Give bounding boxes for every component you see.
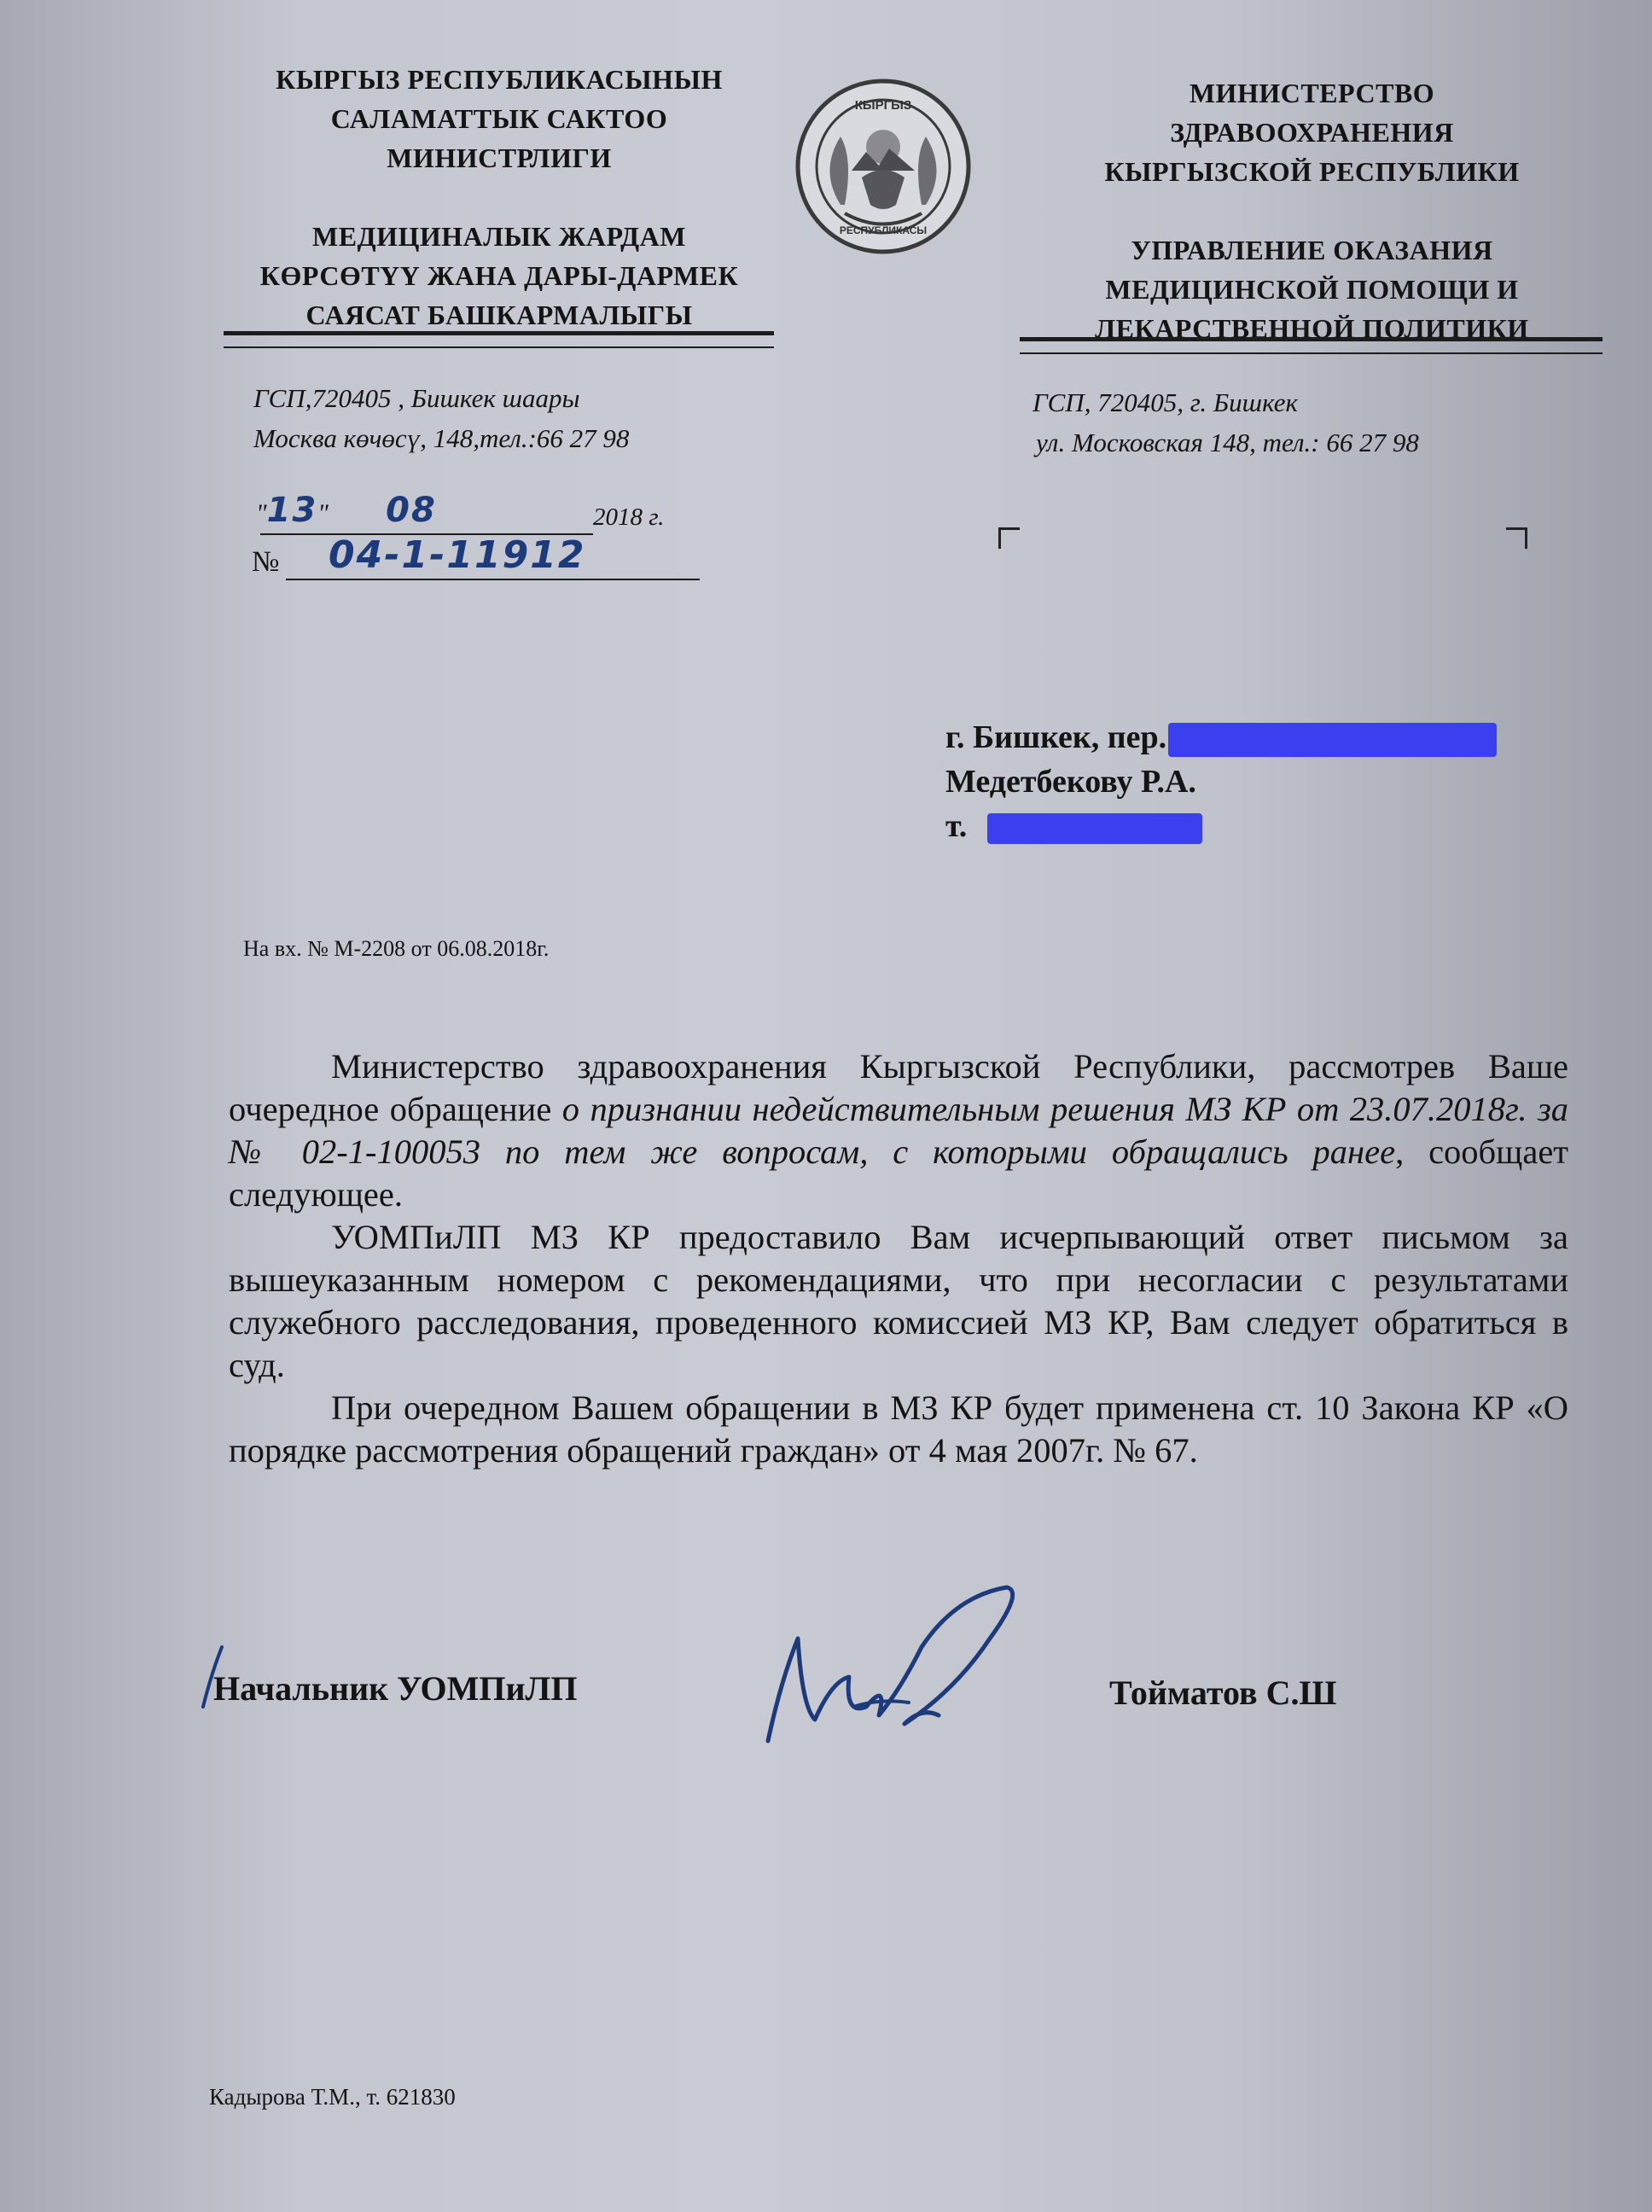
address-left-line: ГСП,720405 , Бишкек шаары — [253, 383, 580, 413]
emblem-top-text: КЫРГЫЗ — [854, 98, 912, 113]
header-right-line: ЗДРАВООХРАНЕНИЯ — [1170, 117, 1454, 148]
header-left-line: КӨРСӨТҮҮ ЖАНА ДАРЫ-ДАРМЕК — [259, 260, 739, 291]
header-left-rule — [224, 331, 774, 348]
recipient-phone-label: т. — [945, 808, 968, 844]
recipient-name: Медетбекову Р.А. — [945, 764, 1196, 800]
state-emblem-icon — [794, 77, 973, 256]
header-left — [218, 60, 781, 335]
paragraph-2: УОМПиЛП МЗ КР предоставило Вам исчерпывающий ответ письмом за вышеуказанным номером с рекомендациями, что при несогласии с результатами служебного расследования, проведенного комиссией МЗ КР, Вам следует обратиться в суд. — [229, 1218, 1568, 1384]
header-right-line: ЛЕКАРСТВЕННОЙ ПОЛИТИКИ — [1095, 313, 1529, 344]
paragraph-1-end: , сообщает следующее. — [229, 1132, 1568, 1214]
signatory-title: Начальник УОМПиЛП — [213, 1669, 578, 1708]
header-left-line: САЛАМАТТЫК САКТОО — [330, 103, 668, 134]
address-left-line: Москва көчөсү, 148,тел.:66 27 98 — [253, 423, 630, 453]
header-left-line: МЕДИЦИНАЛЫК ЖАРДАМ — [312, 221, 686, 252]
address-right-line: ГСП, 720405, г. Бишкек — [1032, 387, 1299, 417]
header-right-line: МЕДИЦИНСКОЙ ПОМОЩИ И — [1105, 274, 1519, 305]
header-right-line: МИНИСТЕРСТВО — [1189, 78, 1435, 108]
registration-number-sign: № — [252, 546, 280, 578]
registration-date: "13" 08 — [256, 491, 437, 530]
address-left — [253, 378, 629, 458]
signatory-name: Тойматов С.Ш — [1109, 1674, 1337, 1712]
emblem-bottom-text: РЕСПУБЛИКАСЫ — [839, 224, 928, 236]
address-right — [1032, 382, 1419, 463]
registration-day: 13 — [266, 491, 318, 530]
paragraph-1 — [229, 1045, 1568, 1216]
header-left-line: КЫРГЫЗ РЕСПУБЛИКАСЫНЫН — [276, 64, 723, 95]
header-right — [1041, 73, 1583, 348]
redaction-address — [1168, 723, 1497, 757]
handwritten-signature — [751, 1579, 1032, 1749]
recipient-block — [945, 715, 1497, 848]
address-right-line: ул. Московская 148, тел.: 66 27 98 — [1036, 428, 1419, 457]
recipient-address — [945, 715, 1497, 760]
registration-year: 2018 г. — [593, 504, 665, 531]
number-underline — [286, 579, 700, 580]
redaction-phone — [987, 813, 1202, 844]
header-left-line: САЯСАТ БАШКАРМАЛЫГЫ — [305, 300, 693, 330]
registration-number: 04-1-11912 — [329, 533, 586, 577]
registration-month: 08 — [386, 491, 437, 530]
header-right-line: УПРАВЛЕНИЕ ОКАЗАНИЯ — [1131, 235, 1493, 265]
signature-tick-mark — [196, 1643, 230, 1711]
header-right-line: КЫРГЫЗСКОЙ РЕСПУБЛИКИ — [1104, 156, 1520, 187]
letter-body — [229, 1045, 1568, 1472]
paragraph-3: При очередном Вашем обращении в МЗ КР будет применена ст. 10 Закона КР «О порядке рассмотрения обращений граждан» от 4 мая 2007г. № 67. — [229, 1388, 1568, 1470]
recipient-corner-right — [1506, 527, 1527, 549]
paragraph-1-text: Министерство здравоохранения Кыргызской Республики, рассмотрев Ваше очередное обращение — [229, 1047, 1568, 1128]
paragraph-1-italic: о признании недействительным решения МЗ КР от 23.07.2018г. за № 02-1-100053 по тем же вопросам, с которыми обращались ранее — [229, 1090, 1568, 1171]
recipient-address-text: г. Бишкек, пер. — [945, 719, 1167, 755]
header-right-rule — [1020, 337, 1603, 354]
header-left-line: МИНИСТРЛИГИ — [387, 143, 612, 173]
executor-contact: Кадырова Т.М., т. 621830 — [209, 2084, 456, 2110]
incoming-reference: На вх. № М-2208 от 06.08.2018г. — [243, 936, 550, 961]
recipient-phone — [945, 804, 1497, 848]
recipient-corner-left — [998, 527, 1020, 549]
